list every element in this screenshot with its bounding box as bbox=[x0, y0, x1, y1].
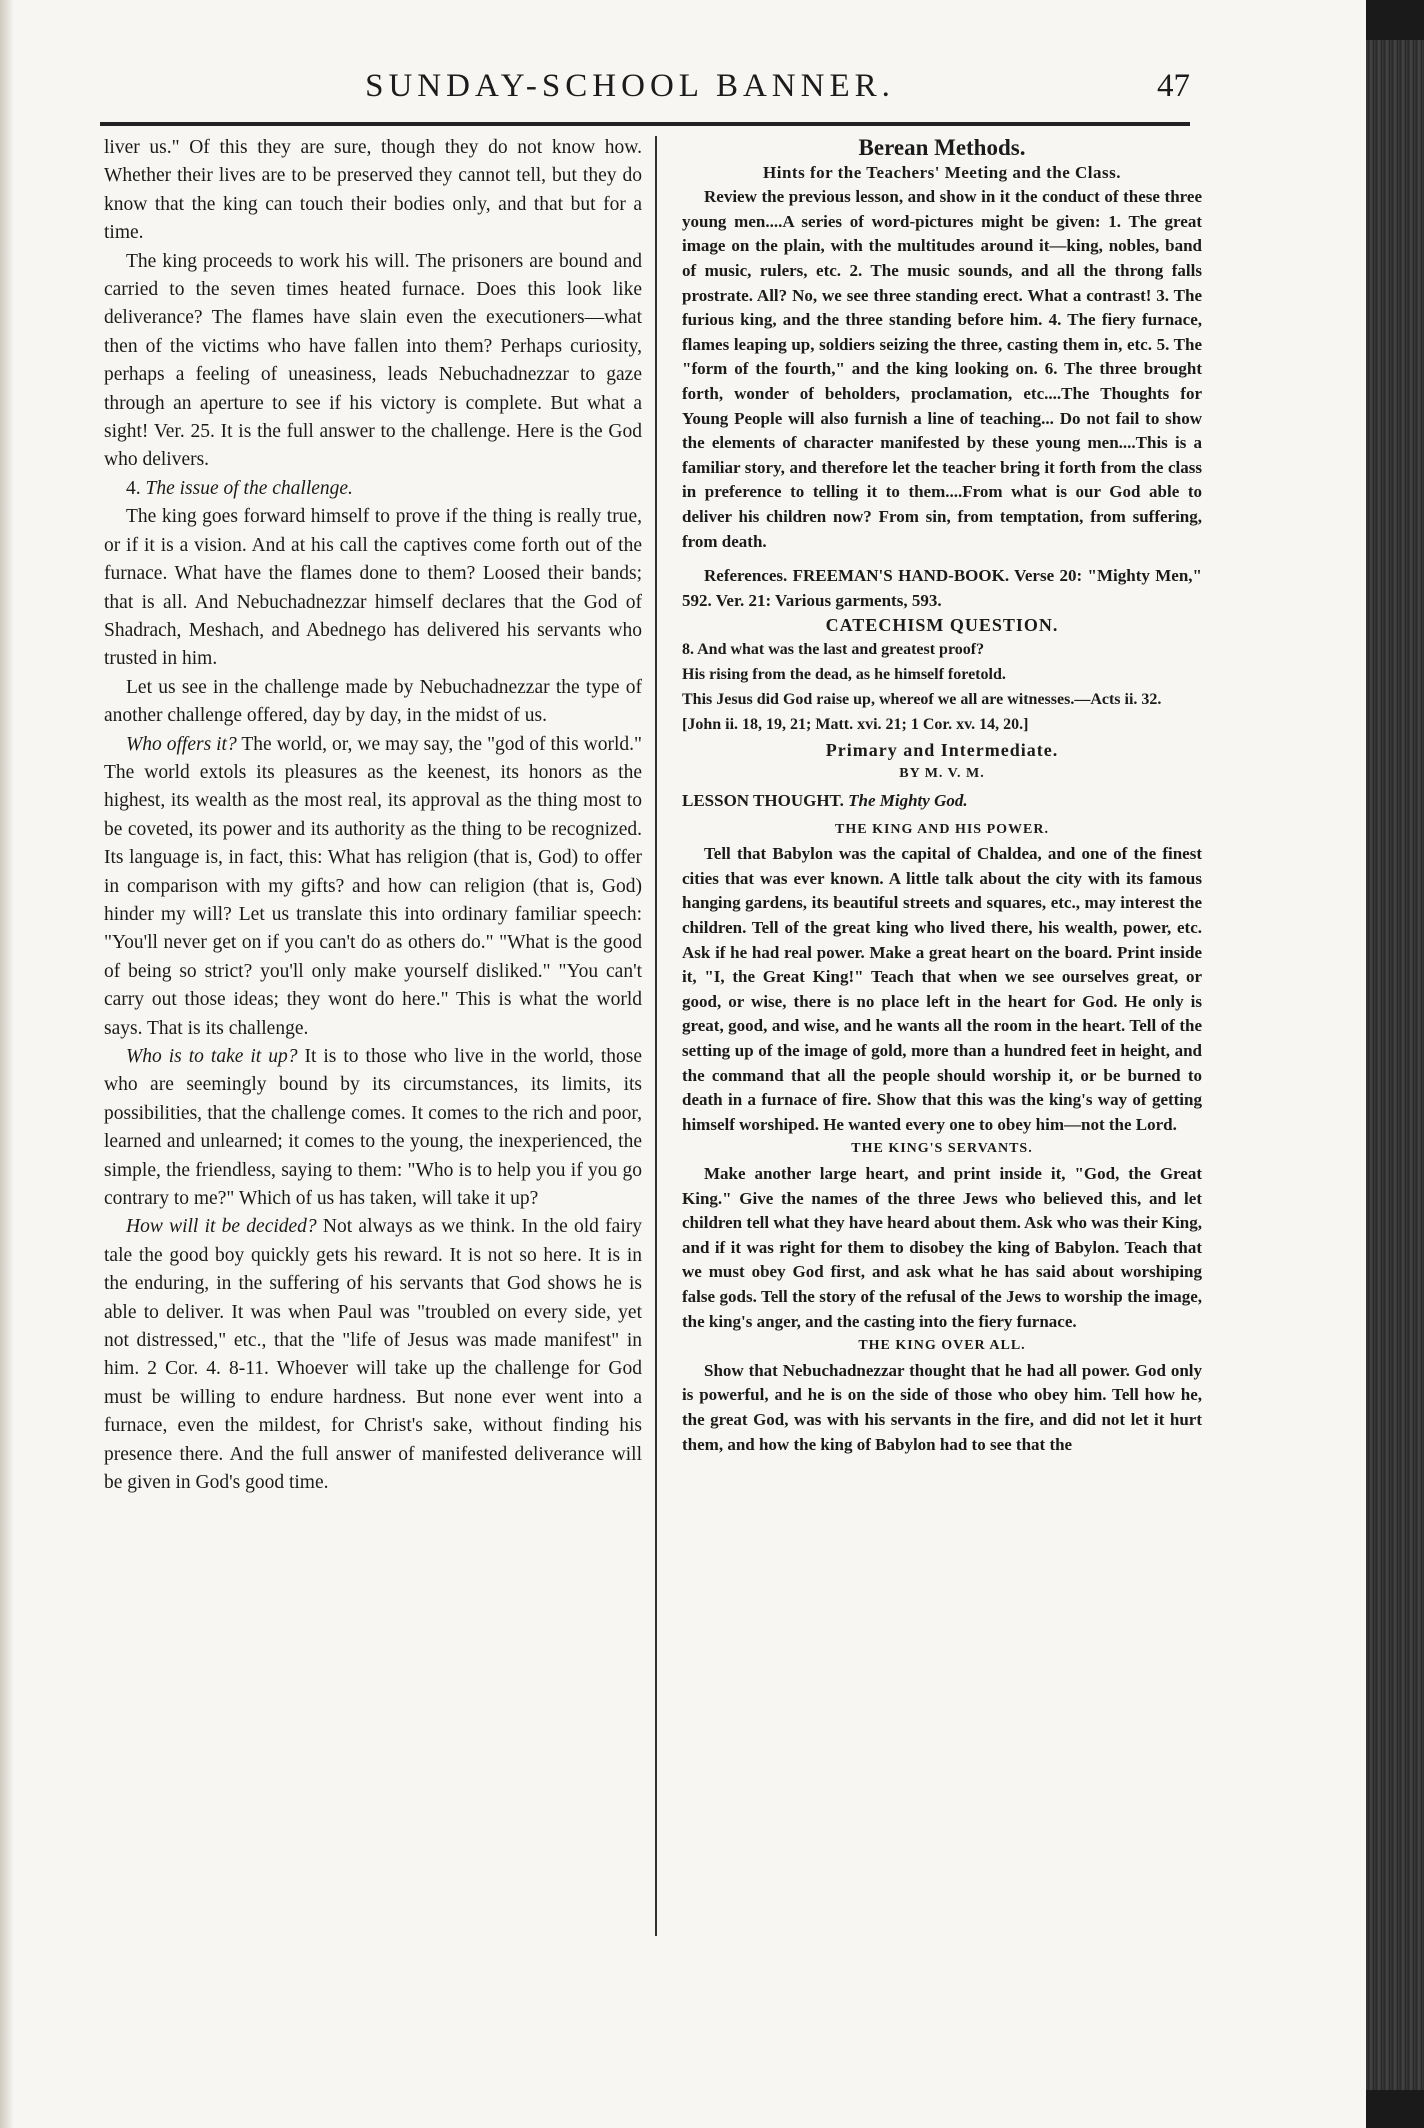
section-title: The issue of the challenge. bbox=[145, 477, 353, 499]
references-text: FREEMAN'S HAND-BOOK. Verse 20: "Mighty Men," 592. Ver. 21: Various garments, 593. bbox=[682, 566, 1202, 610]
paragraph: liver us." Of this they are sure, though they do not know how. Whether their lives are to be preserved they cannot tell, but they do know that the king can touch their bodies only, and that but for a time. bbox=[104, 137, 642, 244]
catechism-block bbox=[682, 638, 1202, 736]
catechism-references: [John ii. 18, 19, 21; Matt. xvi. 21; 1 Cor. xv. 14, 20.] bbox=[682, 715, 1029, 733]
column-divider bbox=[655, 136, 657, 1936]
catechism-title: CATECHISM QUESTION. bbox=[825, 615, 1059, 636]
question-text: The world, or, we may say, the "god of this world." The world extols its pleasures as the keenest, its honors as the highest, its wealth as the most real, its approval as the thing most to be coveted, its power and its authority as the thing to be recognized. Its language is, in fact, this: What has religion (that is, God) to offer in comparison with my gifts? and how can religion (that is, God) hinder my will? Let us translate this into ordinary familiar speech: "You'll never get on if you can't do as others do." "What is the good of being so strict? you'll only make yourself disliked." "You can't carry out those ideas; they wont do here." This is what the world says. That is its challenge. bbox=[104, 733, 642, 1039]
right-column bbox=[682, 136, 1202, 1457]
subsection-heading: THE KING AND HIS POWER. bbox=[835, 821, 1049, 837]
header-rule bbox=[100, 122, 1190, 126]
paragraph: Let us see in the challenge made by Nebuchadnezzar the type of another challenge offered, day by day, in the midst of us. bbox=[104, 676, 642, 727]
lesson-thought-text: The Mighty God. bbox=[848, 791, 968, 811]
page-number: 47 bbox=[1157, 68, 1190, 104]
binding-gutter bbox=[0, 0, 14, 2128]
berean-methods-title: Berean Methods. bbox=[858, 135, 1026, 160]
paragraph: The king proceeds to work his will. The prisoners are bound and carried to the seven times heated furnace. Does this look like deliverance? The flames have slain even the executioners—what then of the victims who have fallen into them? Perhaps curiosity, perhaps a feeling of uneasiness, leads Nebuchadnezzar to gaze through an aperture to see if his victory is complete. But what a sight! Ver. 25. It is the full answer to the challenge. Here is the God who delivers. bbox=[104, 250, 642, 471]
paragraph: The king goes forward himself to prove if the thing is really true, or if it is a vision. And at his call the captives come forth out of the furnace. What have the flames done to them? Loosed their bands; that is all. And Nebuchadnezzar himself declares that the God of Shadrach, Meshach, and Abednego has delivered his servants who trusted in him. bbox=[104, 506, 642, 670]
question-lead: Who offers it? bbox=[126, 733, 237, 755]
catechism-answer: His rising from the dead, as he himself foretold. bbox=[682, 665, 1006, 683]
subsection-heading: THE KING OVER ALL. bbox=[858, 1338, 1026, 1354]
paragraph: Show that Nebuchadnezzar thought that he had all power. God only is powerful, and he is on the side of those who obey him. Tell how he, the great God, was with his servants in the fire, and did not let it hurt them, and how the king of Babylon had to see that the bbox=[682, 1360, 1202, 1454]
question-text: Not always as we think. In the old fairy tale the good boy quickly gets his reward. It is not so here. It is in the enduring, in the suffering of his servants that God shows he is able to deliver. It was when Paul was "troubled on every side, yet not distressed," etc., that the "life of Jesus was made manifest" in him. 2 Cor. 4. 8-11. Whoever will take up the challenge for God must be willing to endure hardness. But none ever went into a furnace, even the mildest, for Christ's sake, without finding his presence there. And the full answer of manifested deliverance will be given in God's good time. bbox=[104, 1216, 642, 1494]
berean-methods-subtitle: Hints for the Teachers' Meeting and the Class. bbox=[763, 162, 1121, 182]
lesson-thought-label: LESSON THOUGHT. bbox=[682, 791, 844, 811]
paragraph bbox=[104, 731, 642, 1043]
question-lead: Who is to take it up? bbox=[126, 1046, 298, 1067]
paragraph: Make another large heart, and print inside it, "God, the Great King." Give the names of the three Jews who believed this, and let children tell what they have heard about them. Ask who was their King, and if it was right for them to disobey the king of Babylon. Teach that we must obey God first, and ask what he has said about worshiping false gods. Tell the story of the refusal of the Jews to worship the image, the king's anger, and the casting into the fiery furnace. bbox=[682, 1163, 1202, 1331]
question-lead: How will it be decided? bbox=[126, 1216, 317, 1238]
section-number: 4. bbox=[126, 477, 141, 499]
lesson-thought bbox=[682, 789, 1202, 814]
book-page-edges bbox=[1366, 40, 1424, 2090]
catechism-question: 8. And what was the last and greatest proof? bbox=[682, 640, 985, 658]
references-label: References. bbox=[704, 566, 788, 586]
running-title: SUNDAY-SCHOOL BANNER. bbox=[365, 68, 895, 104]
subsection-heading: THE KING'S SERVANTS. bbox=[851, 1141, 1033, 1157]
primary-title: Primary and Intermediate. bbox=[825, 739, 1059, 760]
section-heading bbox=[104, 475, 642, 503]
question-text: It is to those who live in the world, those who are seemingly bound by its circumstances, its limits, its possibilities, that the challenge comes. It comes to the rich and poor, learned and unlearned; it comes to the young, the inexperienced, the simple, the friendless, saying to them: "Who is to help you if you go contrary to me?" Which of us has taken, will take it up? bbox=[104, 1046, 643, 1210]
references bbox=[682, 564, 1202, 613]
paragraph bbox=[104, 1043, 642, 1213]
left-column bbox=[104, 134, 642, 1498]
paragraph: Review the previous lesson, and show in it the conduct of these three young men....A series of word-pictures might be given: 1. The great image on the plain, with the multitudes around it—king, nobles, band of music, rulers, etc. 2. The music sounds, and all the throng falls prostrate. All? No, we see three standing erect. What a contrast! 3. The furious king, and the three standing before him. 4. The fiery furnace, flames leaping up, soldiers seizing the three, casting them in, etc. 5. The "form of the fourth," and the king looking on. 6. The three brought forth, wonder of beholders, proclamation, etc....The Thoughts for Young People will also furnish a line of teaching... Do not fail to show the elements of character manifested by these young men....This is a familiar story, and therefore let the teacher bring it forth from the class in preference to telling it to them....From what is our God able to deliver his children now? From sin, from temptation, from suffering, from death. bbox=[682, 187, 1202, 551]
paragraph bbox=[104, 1213, 642, 1497]
byline: BY M. V. M. bbox=[899, 766, 985, 782]
page-header bbox=[70, 60, 1190, 116]
paragraph: Tell that Babylon was the capital of Chaldea, and one of the finest cities that was ever known. A little talk about the city with its famous hanging gardens, its beautiful streets and squares, etc., may interest the children. Tell of the great king who lived there, his wealth, power, etc. Ask if he had real power. Make a great heart on the board. Print inside it, "I, the Great King!" Teach that when we see ourselves great, or good, or wise, there is no place left in the heart for God. He only is great, good, and wise, and he wants all the room in the heart. Tell of the setting up of the image of gold, more than a hundred feet in height, and the command that all the people should worship it, or be burned to death in a furnace of fire. Show that this was the king's way of getting himself worshiped. He wanted every one to obey him—not the Lord. bbox=[682, 844, 1202, 1134]
catechism-scripture: This Jesus did God raise up, whereof we all are witnesses.—Acts ii. 32. bbox=[682, 690, 1162, 708]
